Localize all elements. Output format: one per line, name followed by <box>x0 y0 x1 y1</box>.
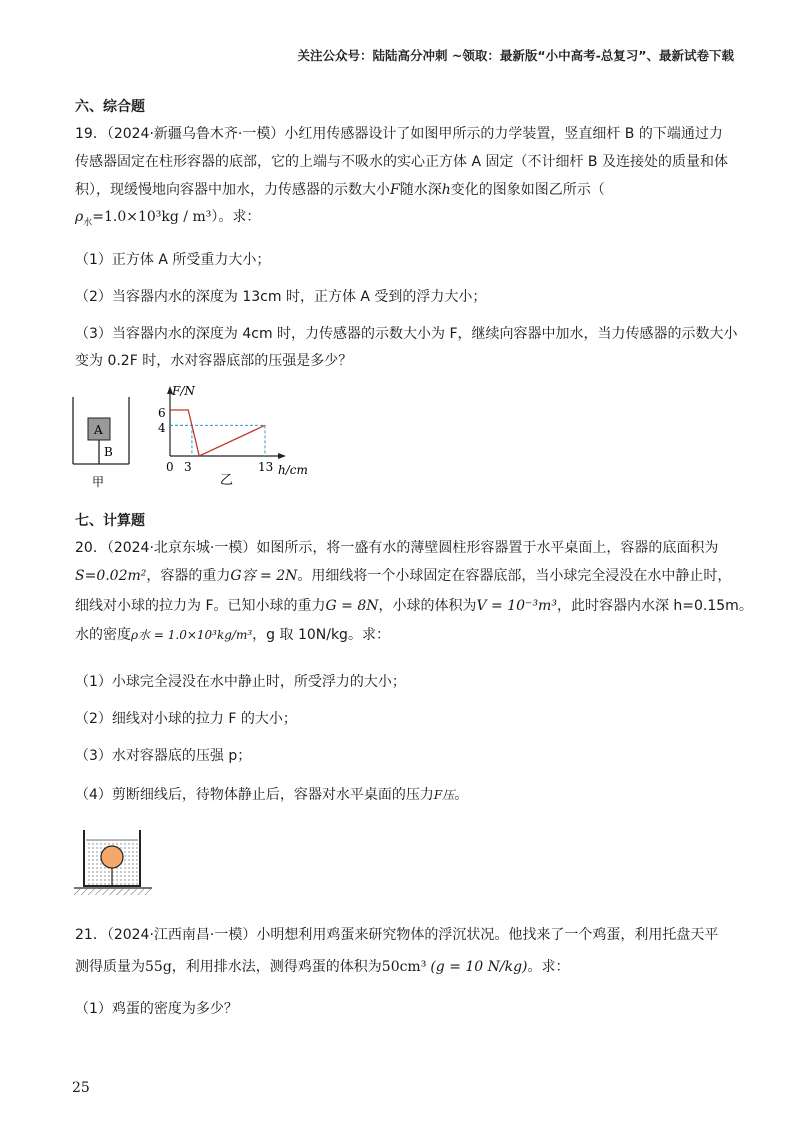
q20-line-4: 水的密度ρ水 = 1.0×10³kg/m³，g 取 10N/kg。求： <box>75 627 390 643</box>
figure-jia <box>68 392 138 492</box>
q19-item-3-cont: 变为 0.2F 时，水对容器底部的压强是多少？ <box>75 353 353 369</box>
q20-item-3: （3）水对容器底的压强 p； <box>75 748 252 764</box>
q20-item-4: （4）剪断细线后，待物体静止后，容器对水平桌面的压力F压。 <box>75 787 469 803</box>
label-a: A <box>94 423 103 437</box>
q20-line-3: 细线对小球的拉力为 F。已知小球的重力G = 8N，小球的体积为V = 10⁻³m³，此时容器内水深 h=0.15m。 <box>75 598 753 614</box>
page-number: 25 <box>72 1080 90 1096</box>
figure-yi-chart <box>150 380 320 490</box>
section-title-6: 六、综合题 <box>75 99 145 115</box>
caption-yi: 乙 <box>220 473 234 488</box>
q19-line-1: 19．（2024·新疆乌鲁木齐·一模）小红用传感器设计了如图甲所示的力学装置，竖直细杆 B 的下端通过力 <box>75 126 723 142</box>
x-tick-13: 13 <box>258 460 274 474</box>
series-line-F-vs-h <box>170 410 265 456</box>
y-axis-label: F/N <box>172 384 195 398</box>
page-header: 关注公众号：陆陆高分冲刺 ~领取：最新版“小中高考-总复习”、最新试卷下载 <box>297 48 734 63</box>
q19-item-2: （2）当容器内水的深度为 13cm 时，正方体 A 受到的浮力大小； <box>75 289 487 305</box>
x-tick-3: 3 <box>184 460 192 474</box>
caption-jia: 甲 <box>92 475 105 489</box>
q19-line-2: 传感器固定在柱形容器的底部，它的上端与不吸水的实心正方体 A 固定（不计细杆 B 及连接处的质量和体 <box>75 154 728 170</box>
q21-line-1: 21．（2024·江西南昌·一模）小明想利用鸡蛋来研究物体的浮沉状况。他找来了一个鸡蛋，利用托盘天平 <box>75 927 719 943</box>
q21-item-1: （1）鸡蛋的密度为多少？ <box>75 1001 238 1017</box>
q19-item-1: （1）正方体 A 所受重力大小； <box>75 252 271 268</box>
q20-item-1: （1）小球完全浸没在水中静止时，所受浮力的大小； <box>75 674 406 690</box>
x-axis-label: h/cm <box>278 463 308 477</box>
label-b: B <box>104 445 113 459</box>
y-tick-6: 6 <box>158 406 166 420</box>
ball <box>101 846 123 868</box>
q20-line-1: 20．（2024·北京东城·一模）如图所示，将一盛有水的薄壁圆柱形容器置于水平桌面上，容器的底面积为 <box>75 540 719 556</box>
figure-ball-container <box>72 826 162 896</box>
table-hatch <box>74 889 152 895</box>
x-tick-0: 0 <box>166 460 174 474</box>
x-axis-arrow <box>278 453 286 459</box>
y-tick-4: 4 <box>158 421 166 435</box>
q20-line-2: S=0.02m²，容器的重力G容 = 2N。用细线将一个小球固定在容器底部，当小球完全浸没在水中静止时， <box>75 568 732 584</box>
q19-line-3: 积），现缓慢地向容器中加水，力传感器的示数大小F随水深h变化的图象如图乙所示（ <box>75 182 605 198</box>
q21-line-2: 测得质量为55g，利用排水法，测得鸡蛋的体积为50cm³ (g = 10 N/kg)。求： <box>75 959 570 975</box>
q19-item-3: （3）当容器内水的深度为 4cm 时，力传感器的示数大小为 F，继续向容器中加水，当力传感器的示数大小 <box>75 326 738 342</box>
section-title-7: 七、计算题 <box>75 513 145 529</box>
q19-line-4: $\rho_水=1.0\times 10^3kg / m^3$）。求： <box>75 209 261 228</box>
q20-item-2: （2）细线对小球的拉力 F 的大小； <box>75 711 297 727</box>
